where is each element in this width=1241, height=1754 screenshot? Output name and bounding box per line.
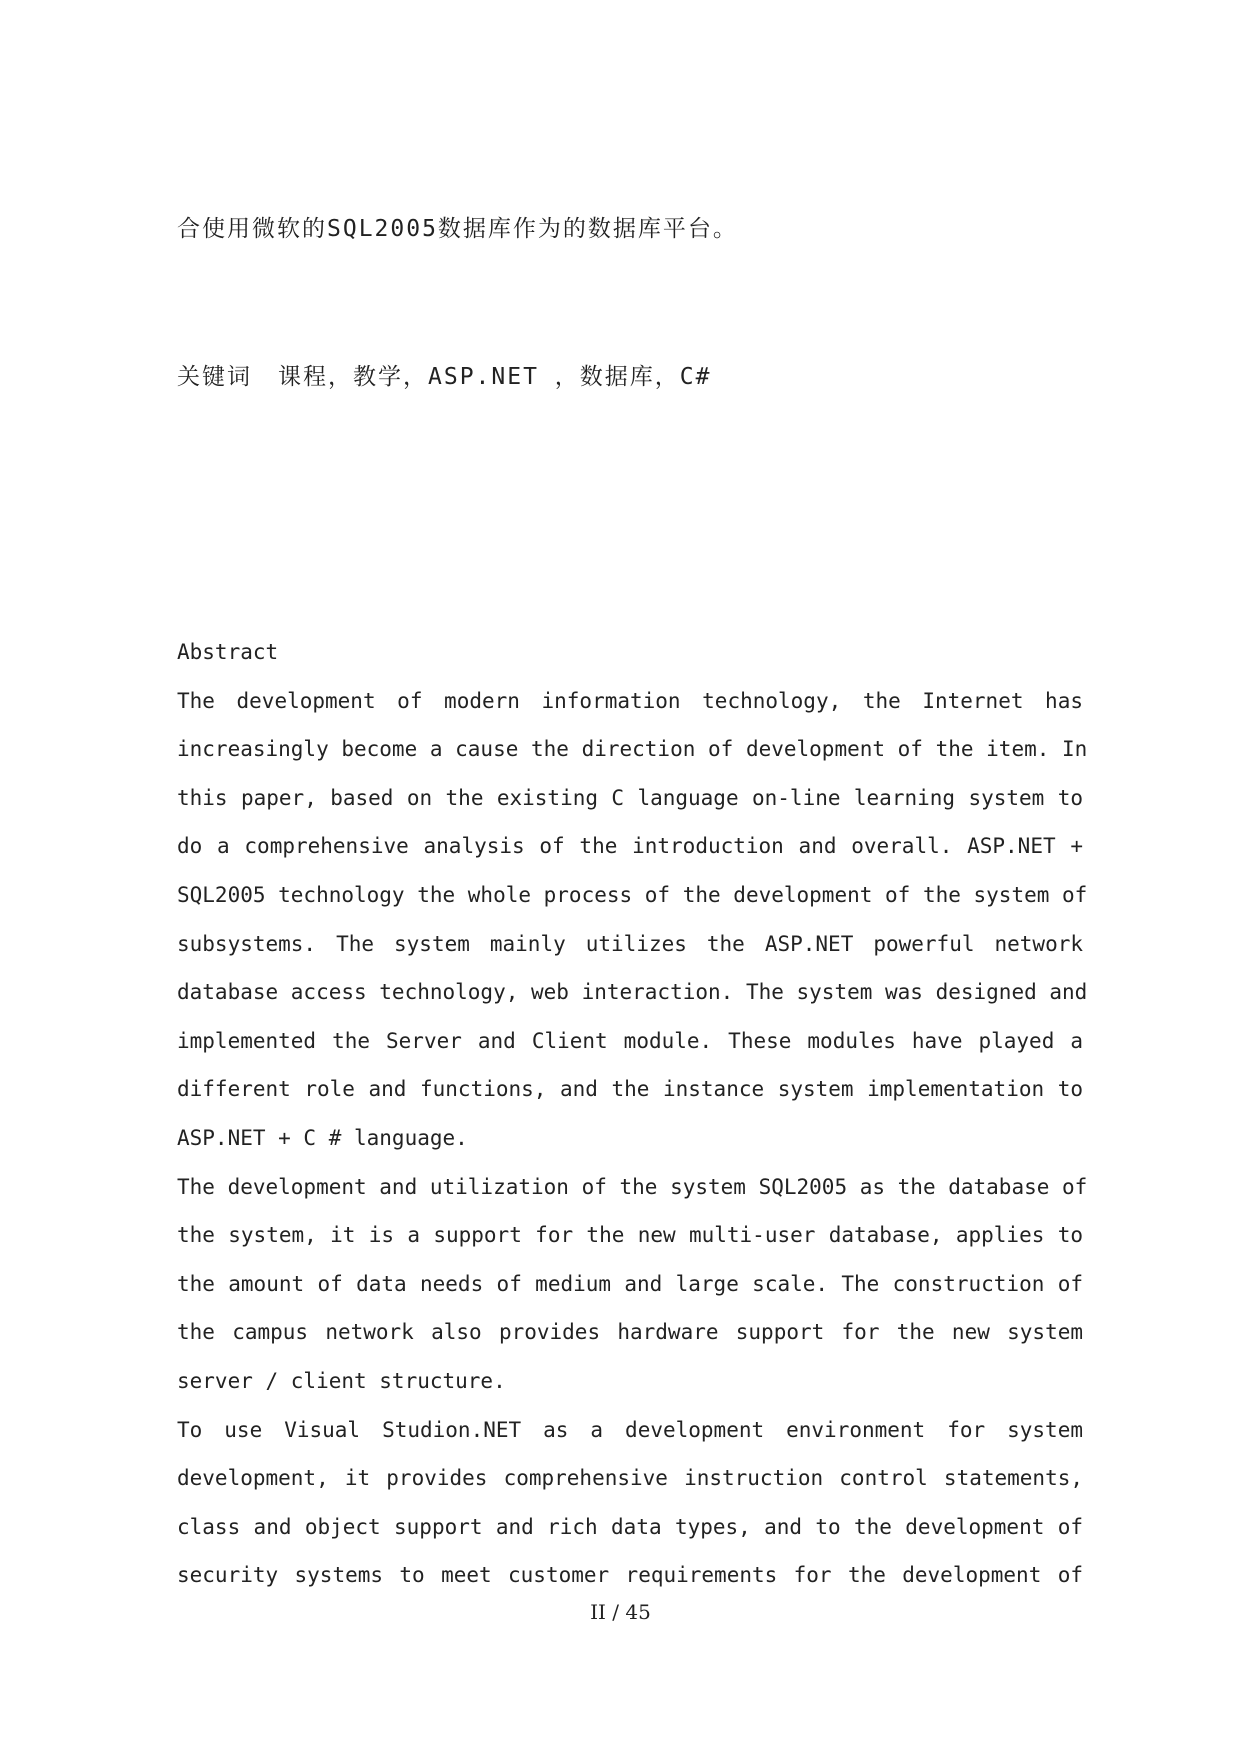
text-line: server / client structure.	[177, 1368, 506, 1393]
abstract-heading: Abstract	[177, 640, 279, 664]
text-line: database access technology, web interaction. The system was designed and	[177, 980, 1088, 1005]
page-number: II / 45	[590, 1600, 651, 1624]
text-line: subsystems. The system mainly utilizes the ASP.NET powerful network	[177, 931, 1083, 956]
text-line: ASP.NET + C # language.	[177, 1125, 468, 1150]
text-line: To use Visual Studion.NET as a development environment for system	[177, 1417, 1083, 1442]
text-line: the amount of data needs of medium and large scale. The construction of	[177, 1271, 1083, 1296]
text-line: this paper, based on the existing C language on-line learning system to	[177, 785, 1083, 810]
keywords-label: 关键词	[177, 364, 252, 390]
text-line: SQL2005 technology the whole process of the development of the system of	[177, 882, 1088, 907]
text-line: the campus network also provides hardware support for the new system	[177, 1320, 1083, 1345]
text-line: security systems to meet customer requirements for the development of	[177, 1563, 1083, 1588]
text-line: class and object support and rich data types, and to the development of	[177, 1514, 1083, 1539]
abstract-section	[177, 628, 1088, 1600]
text-line: different role and functions, and the instance system implementation to	[177, 1077, 1083, 1102]
text-line: increasingly become a cause the direction of development of the item. In	[177, 737, 1088, 762]
text-line: The development of modern information technology, the Internet has	[177, 688, 1083, 713]
abstract-paragraph-1	[177, 677, 1088, 1163]
text-line: implemented the Server and Client module. These modules have played a	[177, 1028, 1083, 1053]
keywords-value: 课程，教学，ASP.NET ，数据库，C#	[278, 364, 712, 390]
text-line: the system, it is a support for the new multi-user database, applies to	[177, 1223, 1083, 1248]
text-line: do a comprehensive analysis of the introduction and overall. ASP.NET +	[177, 834, 1083, 859]
text-line: development, it provides comprehensive instruction control statements,	[177, 1466, 1083, 1491]
abstract-paragraph-3	[177, 1406, 1083, 1600]
text-line: The development and utilization of the system SQL2005 as the database of	[177, 1174, 1088, 1199]
abstract-paragraph-2	[177, 1163, 1088, 1406]
keywords-line	[177, 362, 1083, 392]
chinese-paragraph-tail: 合使用微软的SQL2005数据库作为的数据库平台。	[177, 216, 738, 242]
